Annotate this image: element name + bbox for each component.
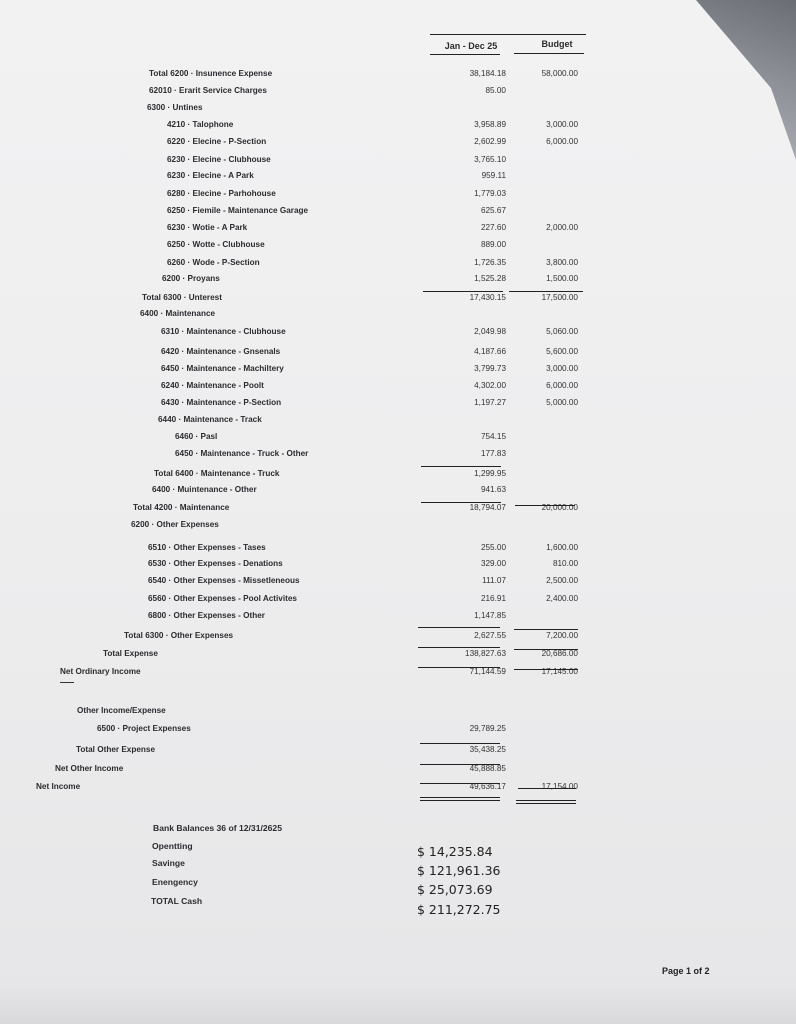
table-row [0, 347, 796, 361]
table-row [0, 782, 796, 796]
row-label: 62010 · Erarit Service Charges [149, 86, 267, 95]
row-budget-value: 1,500.00 [546, 274, 578, 283]
total-rule [421, 466, 501, 467]
row-actual-value: 111.07 [482, 576, 506, 585]
header-rule-col2 [514, 53, 584, 54]
row-label: 6510 · Other Expenses - Tases [148, 543, 266, 552]
table-row [0, 137, 796, 151]
row-actual-value: 4,302.00 [474, 381, 506, 390]
row-label: 6430 · Maintenance - P-Section [161, 398, 282, 407]
row-label: 6500 · Project Expenses [97, 724, 191, 733]
row-label: 6250 · Wotte - Clubhouse [167, 240, 265, 249]
row-budget-value: 58,000.00 [541, 69, 578, 78]
row-actual-value: 255.00 [480, 543, 506, 552]
row-label: 6230 · Elecine - Clubhouse [167, 155, 271, 164]
table-row [0, 69, 796, 83]
table-row [0, 327, 796, 341]
row-label: 6240 · Maintenance - Poolt [161, 381, 264, 390]
row-actual-value: 2,627.55 [474, 631, 506, 640]
row-label: 6250 · Fiemile - Maintenance Garage [167, 206, 309, 215]
row-actual-value: 1,197.27 [474, 398, 506, 407]
bank-account-label: Savinge [152, 858, 185, 868]
row-label: Total 6400 · Maintenance - Truck [154, 469, 280, 478]
row-label: 6420 · Maintenance - Gnsenals [161, 347, 281, 356]
total-rule [514, 669, 578, 670]
row-budget-value: 2,500.00 [546, 576, 578, 585]
row-actual-value: 2,049.98 [474, 327, 506, 336]
row-label: Total 6300 · Unterest [142, 293, 222, 302]
total-rule [421, 502, 501, 503]
row-budget-value: 6,000.00 [546, 137, 578, 146]
table-row [0, 86, 796, 100]
row-actual-value: 3,765.10 [474, 155, 506, 164]
row-label: 6310 · Maintenance - Clubhouse [161, 327, 286, 336]
table-row [0, 559, 796, 573]
row-label: Total 6300 · Other Expenses [124, 631, 234, 640]
double-underline [420, 797, 500, 801]
row-actual-value: 18,794.07 [469, 503, 506, 512]
row-actual-value: 49,636.17 [469, 782, 506, 791]
header-rule-col1 [430, 54, 500, 55]
row-actual-value: 17,430.15 [469, 293, 506, 302]
row-budget-value: 5,060.00 [546, 327, 578, 336]
row-budget-value: 7,200.00 [546, 631, 578, 640]
row-budget-value: 2,000.00 [546, 223, 578, 232]
row-actual-value: 941.63 [480, 485, 506, 494]
table-row [0, 364, 796, 378]
row-budget-value: 17,145.00 [541, 667, 578, 676]
dash-mark [60, 682, 74, 683]
row-label: Net Income [36, 782, 81, 791]
row-label: 6560 · Other Expenses - Pool Activites [148, 594, 297, 603]
row-label: 6200 · Other Expenses [131, 520, 219, 529]
row-actual-value: 35,438.25 [469, 745, 506, 754]
row-actual-value: 3,958.89 [474, 120, 506, 129]
table-row [0, 120, 796, 134]
table-row [0, 520, 796, 534]
total-rule [514, 649, 578, 650]
bank-account-value: $ 121,961.36 [417, 863, 501, 878]
page-bottom-shadow [0, 984, 796, 1024]
row-budget-value: 1,600.00 [546, 543, 578, 552]
row-budget-value: 5,000.00 [546, 398, 578, 407]
row-label: 6280 · Elecine - Parhohouse [167, 189, 276, 198]
row-budget-value: 20,686.00 [541, 649, 578, 658]
row-actual-value: 2,602.99 [474, 137, 506, 146]
total-rule [515, 505, 575, 506]
table-row [0, 415, 796, 429]
table-row [0, 745, 796, 759]
row-budget-value: 17,500.00 [541, 293, 578, 302]
table-row [0, 206, 796, 220]
row-budget-value: 3,000.00 [546, 364, 578, 373]
row-actual-value: 1,299.95 [474, 469, 506, 478]
total-rule [518, 788, 576, 789]
table-row [0, 189, 796, 203]
table-row [0, 274, 796, 288]
row-label: 4210 · Talophone [167, 120, 234, 129]
total-rule [418, 647, 500, 648]
row-actual-value: 216.91 [480, 594, 506, 603]
row-label: 6400 · Maintenance [140, 309, 216, 318]
row-actual-value: 329.00 [480, 559, 506, 568]
row-budget-value: 6,000.00 [546, 381, 578, 390]
table-row [0, 381, 796, 395]
table-row [0, 293, 796, 307]
bank-account-value: $ 25,073.69 [417, 882, 493, 897]
page-number: Page 1 of 2 [662, 966, 710, 976]
row-actual-value: 1,726.35 [474, 258, 506, 267]
row-label: 6800 · Other Expenses - Other [148, 611, 265, 620]
bank-balances-title: Bank Balances 36 of 12/31/2625 [153, 823, 282, 833]
table-row [0, 485, 796, 499]
row-actual-value: 889.00 [480, 240, 506, 249]
total-rule [418, 627, 500, 628]
table-row [0, 543, 796, 557]
column-header-budget: Budget [541, 39, 573, 49]
table-row [0, 649, 796, 663]
row-budget-value: 2,400.00 [546, 594, 578, 603]
row-label: 6300 · Untines [147, 103, 203, 112]
table-row [0, 631, 796, 645]
row-label: 6230 · Elecine - A Park [167, 171, 254, 180]
total-rule [514, 629, 578, 630]
row-budget-value: 5,600.00 [546, 347, 578, 356]
table-row [0, 667, 796, 681]
row-actual-value: 85.00 [485, 86, 506, 95]
total-rule [420, 783, 500, 784]
row-label: 6260 · Wode - P-Section [167, 258, 260, 267]
row-label: 6200 · Proyans [162, 274, 220, 283]
total-rule [509, 291, 583, 292]
table-row [0, 398, 796, 412]
double-underline [516, 800, 576, 804]
column-header-period: Jan - Dec 25 [444, 41, 498, 51]
row-label: 6220 · Elecine - P-Section [167, 137, 267, 146]
row-actual-value: 4,187.66 [474, 347, 506, 356]
table-row [0, 223, 796, 237]
row-label: Total 6200 · Insunence Expense [149, 69, 273, 78]
bank-account-value: $ 14,235.84 [417, 844, 493, 859]
row-label: 6460 · Pasl [175, 432, 218, 441]
row-label: Net Other Income [55, 764, 124, 773]
table-row [0, 155, 796, 169]
bank-account-label: Enengency [152, 877, 198, 887]
total-rule [420, 764, 500, 765]
table-row [0, 432, 796, 446]
row-label: 6440 · Maintenance - Track [158, 415, 262, 424]
row-label: Total 4200 · Maintenance [133, 503, 230, 512]
table-row [0, 724, 796, 738]
total-rule [418, 667, 500, 668]
row-actual-value: 1,147.85 [474, 611, 506, 620]
table-row [0, 611, 796, 625]
row-actual-value: 71,144.59 [469, 667, 506, 676]
table-row [0, 103, 796, 117]
row-actual-value: 29,789.25 [469, 724, 506, 733]
row-budget-value: 17,154.00 [541, 782, 578, 791]
row-actual-value: 754.15 [480, 432, 506, 441]
row-budget-value: 20,000.00 [541, 503, 578, 512]
table-row [0, 764, 796, 778]
row-actual-value: 959.11 [481, 171, 506, 180]
table-row [0, 469, 796, 483]
bank-account-label: TOTAL Cash [151, 896, 203, 906]
table-row [0, 309, 796, 323]
row-actual-value: 177.83 [480, 449, 506, 458]
row-label: Other Income/Expense [77, 706, 166, 715]
row-label: 6450 · Maintenance - Machiltery [161, 364, 284, 373]
bank-account-label: Opentting [152, 841, 193, 851]
table-row [0, 258, 796, 272]
row-actual-value: 1,779.03 [474, 189, 506, 198]
row-budget-value: 810.00 [552, 559, 578, 568]
row-label: 6400 · Muintenance - Other [152, 485, 257, 494]
row-budget-value: 3,800.00 [546, 258, 578, 267]
row-budget-value: 3,000.00 [546, 120, 578, 129]
table-row [0, 594, 796, 608]
row-actual-value: 3,799.73 [474, 364, 506, 373]
row-label: Total Other Expense [76, 745, 156, 754]
row-actual-value: 38,184.18 [469, 69, 506, 78]
table-row [0, 240, 796, 254]
row-label: 6540 · Other Expenses - Missetleneous [148, 576, 300, 585]
row-label: 6530 · Other Expenses - Denations [148, 559, 283, 568]
table-row [0, 503, 796, 517]
table-row [0, 171, 796, 185]
row-label: Net Ordinary Income [60, 667, 141, 676]
row-actual-value: 1,525.28 [474, 274, 506, 283]
row-actual-value: 138,827.63 [465, 649, 506, 658]
header-top-rule [430, 34, 586, 35]
row-actual-value: 227.60 [480, 223, 506, 232]
total-rule [423, 291, 503, 292]
bank-account-value: $ 211,272.75 [417, 902, 501, 917]
total-rule [420, 743, 500, 744]
table-row [0, 449, 796, 463]
table-row [0, 706, 796, 720]
row-actual-value: 45,888.85 [469, 764, 506, 773]
row-actual-value: 625.67 [480, 206, 506, 215]
table-row [0, 576, 796, 590]
row-label: 6450 · Maintenance - Truck - Other [175, 449, 309, 458]
row-label: 6230 · Wotie - A Park [167, 223, 248, 232]
row-label: Total Expense [103, 649, 158, 658]
